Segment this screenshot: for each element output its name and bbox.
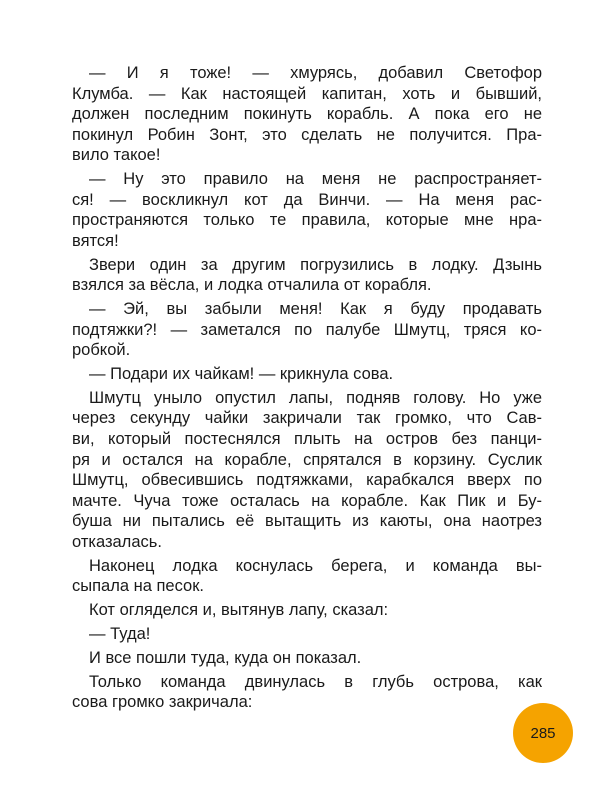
text-line: ря и остался на корабле, спрятался в корзину. Суслик bbox=[72, 450, 542, 469]
page-number: 285 bbox=[530, 724, 556, 742]
text-line: И все пошли туда, куда он показал. bbox=[89, 648, 362, 667]
text-line: Клумба. — Как настоящей капитан, хоть и бывший, bbox=[72, 84, 542, 103]
text-line: — Туда! bbox=[89, 624, 151, 643]
paragraph bbox=[72, 169, 542, 251]
text-line: Только команда двинулась в глубь острова, как bbox=[89, 672, 542, 691]
text-line: — Ну это правило на меня не распространяет- bbox=[89, 170, 542, 189]
text-line: сова громко закричала: bbox=[72, 693, 253, 712]
text-line: пространяются только те правила, которые мне нра- bbox=[72, 211, 542, 230]
text-line: — Подари их чайкам! — крикнула сова. bbox=[89, 365, 394, 384]
text-line: Шмутц уныло опустил лапы, подняв голову. Но уже bbox=[89, 388, 542, 407]
text-line: Наконец лодка коснулась берега, и команда вы- bbox=[89, 556, 542, 575]
text-line: — Эй, вы забыли меня! Как я буду продавать bbox=[89, 300, 542, 319]
paragraph bbox=[72, 624, 542, 645]
paragraph bbox=[72, 556, 542, 597]
paragraph bbox=[72, 600, 542, 621]
paragraph bbox=[72, 648, 542, 669]
text-line: должен последним покинуть корабль. А пока его не bbox=[72, 105, 542, 124]
paragraph bbox=[72, 364, 542, 385]
paragraph bbox=[72, 388, 542, 553]
text-line: ся! — воскликнул кот да Винчи. — На меня рас- bbox=[72, 190, 542, 209]
text-line: буша ни пытались её вытащить из каюты, она наотрез bbox=[72, 512, 542, 531]
text-line: покинул Робин Зонт, это сделать не получится. Пра- bbox=[72, 125, 542, 144]
paragraph bbox=[72, 299, 542, 361]
text-line: ви, который постеснялся плыть на остров без панци- bbox=[72, 430, 542, 449]
page-number-badge bbox=[513, 703, 573, 763]
text-line: взялся за вёсла, и лодка отчалила от корабля. bbox=[72, 276, 432, 295]
text-line: вило такое! bbox=[72, 146, 161, 165]
text-line: Звери один за другим погрузились в лодку. Дзынь bbox=[89, 255, 542, 274]
paragraph bbox=[72, 672, 542, 713]
paragraph bbox=[72, 63, 542, 166]
text-line: — И я тоже! — хмурясь, добавил Светофор bbox=[89, 64, 542, 82]
text-line: подтяжки?! — заметался по палубе Шмутц, тряся ко- bbox=[72, 320, 542, 339]
text-line: Шмутц, обвесившись подтяжками, карабкался вверх по bbox=[72, 471, 542, 490]
text-line: сыпала на песок. bbox=[72, 577, 205, 596]
text-line: через секунду чайки закричали так громко, что Сав- bbox=[72, 409, 542, 428]
text-line: мачте. Чуча тоже осталась на корабле. Как Пик и Бу- bbox=[72, 491, 542, 510]
text-line: вятся! bbox=[72, 231, 119, 250]
text-line: отказалась. bbox=[72, 533, 162, 551]
paragraph bbox=[72, 255, 542, 296]
text-line: Кот огляделся и, вытянув лапу, сказал: bbox=[89, 601, 389, 620]
text-line: робкой. bbox=[72, 341, 131, 360]
page-body-text bbox=[72, 63, 542, 713]
